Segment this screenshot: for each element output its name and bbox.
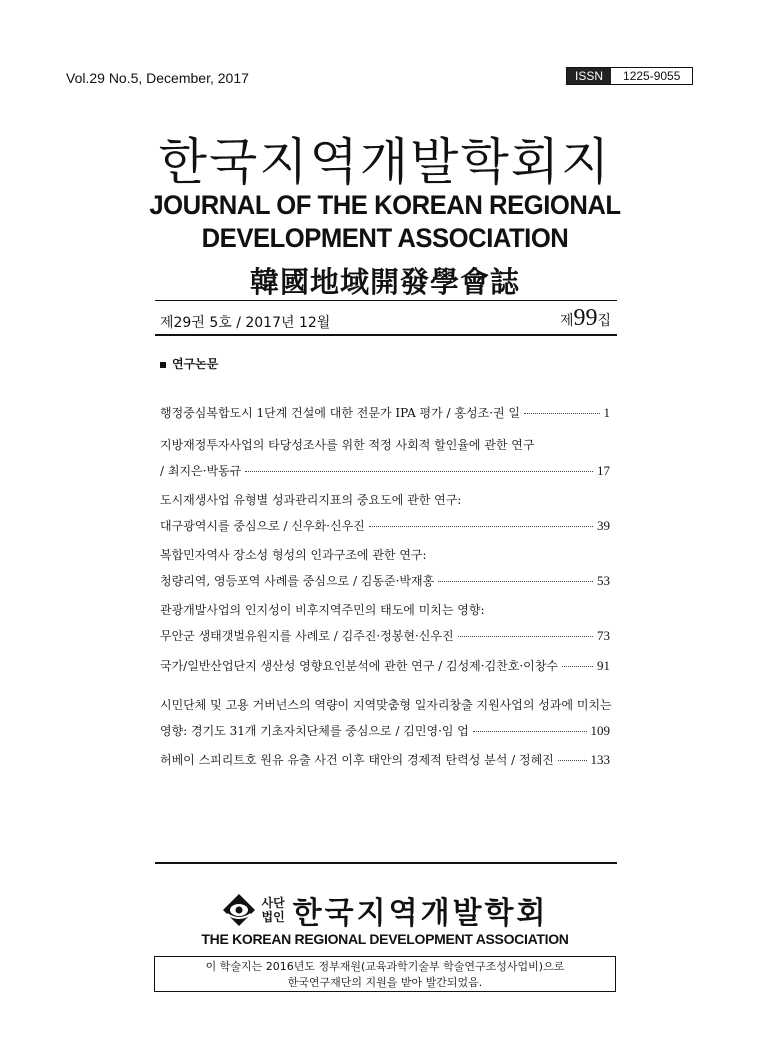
issn-label: ISSN — [567, 68, 611, 84]
issue-number — [560, 305, 611, 332]
toc-entry-text: 도시재생사업 유형별 성과관리지표의 중요도에 관한 연구: — [160, 493, 462, 507]
toc-entry-line — [160, 513, 610, 539]
toc-leader-dots — [524, 413, 599, 414]
toc-entry-line — [160, 543, 610, 568]
toc-leader-dots — [458, 636, 593, 637]
toc-entry-text: / 최지은·박동규 — [160, 464, 242, 478]
publisher-type-bottom: 법인 — [261, 910, 285, 924]
publisher-name-english: THE KOREAN REGIONAL DEVELOPMENT ASSOCIATION — [201, 931, 569, 947]
funding-notice-line1: 이 학술지는 2016년도 정부재원(교육과학기술부 학술연구조성사업비)으로 — [205, 960, 565, 973]
toc-leader-dots — [473, 731, 587, 732]
issue-number-prefix: 제 — [560, 313, 574, 329]
publisher-type — [261, 896, 284, 924]
publisher-name-korean: 한국지역개발학회 — [292, 896, 549, 931]
publisher-type-top: 사단 — [261, 896, 285, 910]
issue-number-suffix: 집 — [597, 313, 612, 329]
toc-entry — [160, 693, 610, 744]
toc-entry-text: 시민단체 및 고용 거버넌스의 역량이 지역맞춤형 일자리창출 지원사업의 성과에 미치는 — [160, 698, 612, 712]
section-heading — [160, 355, 218, 372]
toc-leader-dots — [438, 581, 593, 582]
toc-page-number: 109 — [590, 723, 610, 738]
toc-entry-text: 지방재정투자사업의 타당성조사를 위한 적정 사회적 할인율에 관한 연구 — [160, 438, 535, 452]
toc-entry-line — [160, 433, 610, 458]
journal-title-english-line1: JOURNAL OF THE KOREAN REGIONAL — [149, 190, 621, 220]
toc-entry — [160, 747, 610, 773]
toc-page-number: 73 — [597, 628, 610, 643]
toc-entry-line — [160, 598, 610, 623]
toc-page-number: 1 — [603, 405, 610, 420]
toc-entry — [160, 653, 610, 679]
toc-page-number: 91 — [597, 658, 610, 673]
divider-bottom — [155, 862, 617, 864]
toc-page-number: 133 — [590, 752, 610, 767]
toc-entry-text: 행정중심복합도시 1단계 건설에 대한 전문가 IPA 평가 / 홍성조·권 일 — [160, 406, 521, 420]
toc-page-number: 39 — [597, 518, 610, 533]
toc-entry-line — [160, 488, 610, 513]
journal-title-english-line2: DEVELOPMENT ASSOCIATION — [201, 223, 569, 253]
issn-number: 1225-9055 — [623, 69, 681, 83]
toc-leader-dots — [369, 526, 593, 527]
toc-entry — [160, 433, 610, 484]
toc-entry-line — [160, 747, 610, 773]
toc-leader-dots — [562, 666, 593, 667]
toc-entry-text: 복합민자역사 장소성 형성의 인과구조에 관한 연구: — [160, 548, 427, 562]
toc-entry-line — [160, 400, 610, 426]
toc-entry — [160, 598, 610, 649]
issue-number-value: 99 — [573, 305, 598, 331]
toc-entry-text: 허베이 스피리트호 원유 유출 사건 이후 태안의 경제적 탄력성 분석 / 정혜진 — [160, 753, 554, 767]
toc-entry-text: 관광개발사업의 인지성이 비후지역주민의 태도에 미치는 영향: — [160, 603, 485, 617]
publisher-block — [0, 888, 770, 932]
journal-title-korean: 한국지역개발학회지 — [158, 133, 612, 191]
toc-leader-dots — [558, 760, 587, 761]
toc-page-number: 53 — [597, 573, 610, 588]
journal-title-hanja: 韓國地域開發學會誌 — [249, 265, 520, 299]
issue-info: 제29권 5호 / 2017년 12월 — [160, 315, 331, 331]
toc-entry — [160, 543, 610, 594]
divider-top — [155, 300, 617, 301]
toc-page-number: 17 — [597, 463, 610, 478]
toc-entry-line — [160, 458, 610, 484]
funding-notice-line2: 한국연구재단의 지원을 받아 발간되었음. — [287, 976, 483, 989]
toc-entry — [160, 488, 610, 539]
funding-notice — [154, 956, 616, 992]
issn-box — [566, 67, 693, 85]
association-logo-icon — [221, 892, 257, 928]
volume-info: Vol.29 No.5, December, 2017 — [66, 70, 249, 86]
toc-entry-line — [160, 718, 610, 744]
section-label: 연구논문 — [172, 357, 219, 371]
toc-entry — [160, 400, 610, 426]
square-bullet-icon — [160, 362, 166, 368]
toc-entry-line — [160, 693, 610, 718]
toc-entry-text: 대구광역시를 중심으로 / 신우화·신우진 — [160, 519, 365, 533]
toc-leader-dots — [245, 471, 593, 472]
toc-entry-line — [160, 653, 610, 679]
toc-entry-text: 국가/일반산업단지 생산성 영향요인분석에 관한 연구 / 김성제·김찬호·이창수 — [160, 659, 558, 673]
divider-middle — [155, 334, 617, 336]
toc-entry-text: 무안군 생태갯벌유원지를 사례로 / 김주진·정봉현·신우진 — [160, 629, 454, 643]
toc-entry-text: 영향: 경기도 31개 기초자치단체를 중심으로 / 김민영·임 업 — [160, 724, 469, 738]
toc-entry-line — [160, 568, 610, 594]
toc-entry-text: 청량리역, 영등포역 사례를 중심으로 / 김동준·박재홍 — [160, 574, 435, 588]
toc-entry-line — [160, 623, 610, 649]
